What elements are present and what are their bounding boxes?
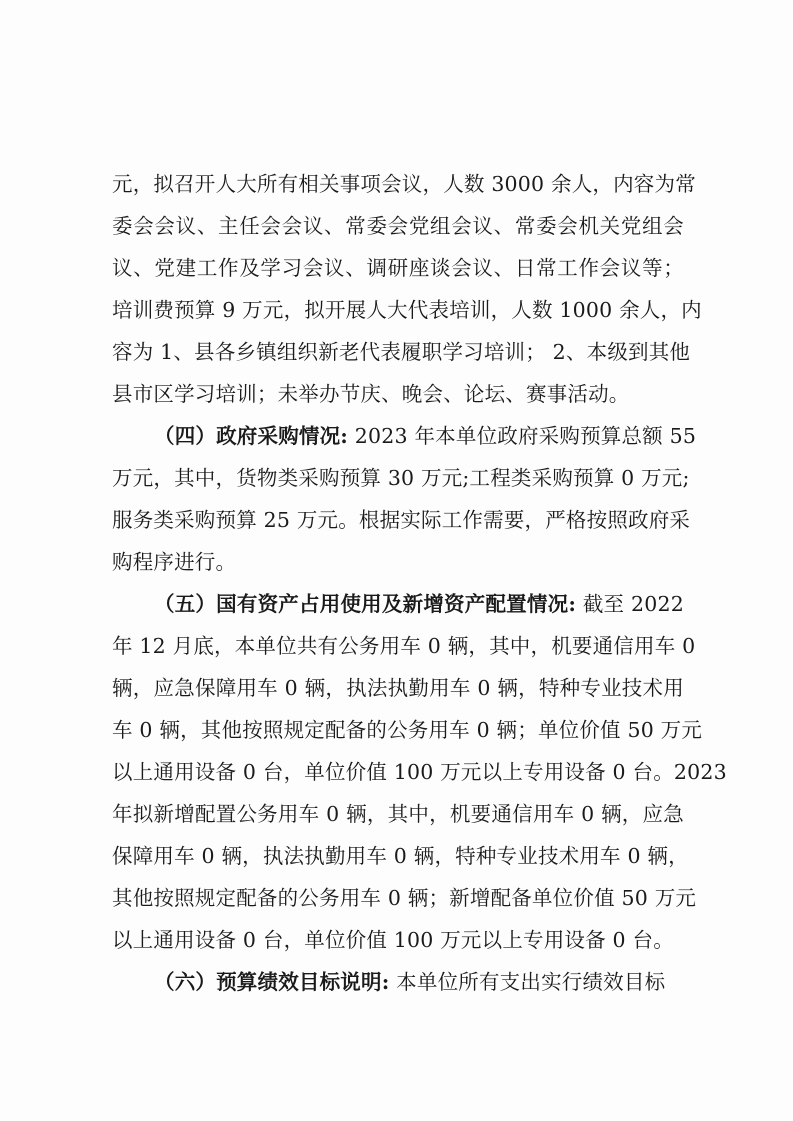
section-4-first-line	[154, 416, 697, 456]
section-6-heading: （六）预算绩效目标说明:	[154, 970, 390, 994]
paragraph-line: 万元，其中，货物类采购预算 30 万元;工程类采购预算 0 万元;	[112, 466, 690, 490]
paragraph-line: 服务类采购预算 25 万元。根据实际工作需要，严格按照政府采	[112, 508, 691, 532]
paragraph-line: 辆，应急保障用车 0 辆，执法执勤用车 0 辆，特种专业技术用	[112, 676, 684, 700]
paragraph-line: 议、党建工作及学习会议、调研座谈会议、日常工作会议等；	[112, 256, 684, 280]
paragraph-line: 年拟新增配置公务用车 0 辆，其中，机要通信用车 0 辆，应急	[112, 802, 684, 826]
paragraph-line: 培训费预算 9 万元，拟开展人大代表培训，人数 1000 余人，内	[112, 298, 702, 322]
paragraph-line: 委会会议、主任会会议、常委会党组会议、常委会机关党组会	[112, 214, 684, 238]
section-4-heading: （四）政府采购情况:	[154, 424, 349, 448]
paragraph-line: 县市区学习培训；未举办节庆、晚会、论坛、赛事活动。	[112, 382, 630, 406]
paragraph-line: 保障用车 0 辆，执法执勤用车 0 辆，特种专业技术用车 0 辆，	[112, 844, 689, 868]
section-6-first-line	[154, 962, 684, 1002]
section-4-first-line-text: 2023 年本单位政府采购预算总额 55	[348, 424, 697, 448]
section-6-first-line-text: 本单位所有支出实行绩效目标	[389, 970, 666, 994]
paragraph-line: 以上通用设备 0 台，单位价值 100 万元以上专用设备 0 台。2023	[112, 760, 727, 784]
paragraph-line: 年 12 月底，本单位共有公务用车 0 辆，其中，机要通信用车 0	[112, 634, 696, 658]
paragraph-line: 容为 1、县各乡镇组织新老代表履职学习培训； 2、本级到其他	[112, 340, 691, 364]
paragraph-line: 元，拟召开人大所有相关事项会议，人数 3000 余人，内容为常	[112, 172, 696, 196]
paragraph-line: 车 0 辆，其他按照规定配备的公务用车 0 辆；单位价值 50 万元	[112, 718, 703, 742]
paragraph-line: 其他按照规定配备的公务用车 0 辆；新增配备单位价值 50 万元	[112, 886, 697, 910]
section-5-heading: （五）国有资产占用使用及新增资产配置情况:	[154, 592, 577, 616]
paragraph-line: 以上通用设备 0 台，单位价值 100 万元以上专用设备 0 台。	[112, 928, 674, 952]
section-5-first-line-text: 截至 2022	[576, 592, 684, 616]
paragraph-line: 购程序进行。	[112, 550, 237, 574]
section-5-first-line	[154, 584, 684, 624]
